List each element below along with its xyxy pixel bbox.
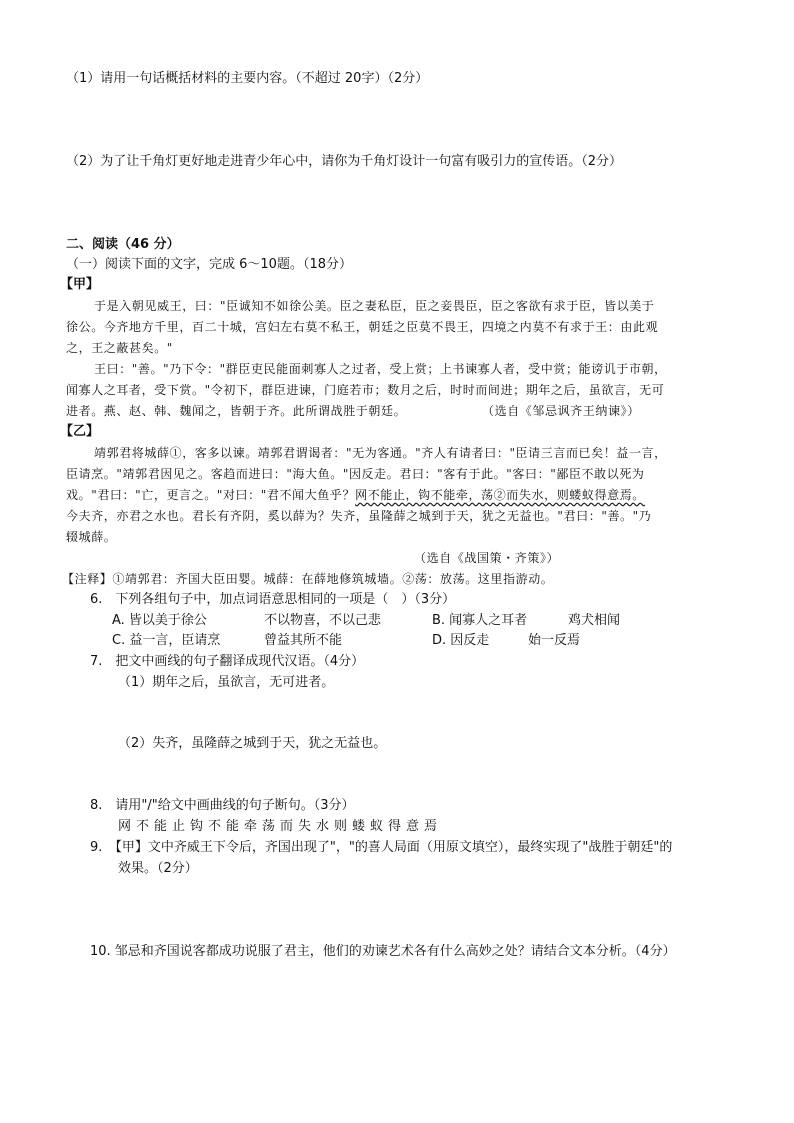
- passage-yi-source: （选自《战国策・齐策》）: [414, 551, 560, 565]
- passage-yi-line: [66, 486, 645, 504]
- q7-sub1: （1）期年之后，虽欲言，无可进者。: [118, 675, 335, 690]
- passage-yi-line: 臣请烹。"靖郭君因见之。客趋而进曰："海大鱼。"因反走。君曰："客有于此。"客曰："鄙臣不敢以死为: [66, 467, 645, 481]
- passage-jia-label: 【甲】: [60, 277, 100, 292]
- q7-sub2: （2）失齐，虽隆薛之城到于天，犹之无益也。: [118, 736, 387, 751]
- passage-jia-line: 王曰："善。"乃下令："群臣吏民能面刺寡人之过者，受上赏；上书谏寡人者，受中赏；能谤讥于市朝，: [94, 362, 667, 376]
- passage-yi-text: 戏。"君曰："亡，更言之。"对曰："君不闻大鱼乎？: [66, 488, 356, 502]
- passage-yi-line: 今夫齐，亦君之水也。君长有齐阴，奚以薛为？失齐，虽隆薛之城到于天，犹之无益也。"君曰："善。"乃: [66, 509, 652, 523]
- passage-jia-line: 之，王之蔽甚矣。": [66, 341, 173, 355]
- passage-jia-source: （选自《邹忌讽齐王纳谏》）: [482, 404, 640, 418]
- q9-stem: 9. 【甲】文中齐威王下令后，齐国出现了"，"的喜人局面（用原文填空），最终实现了"战胜于朝廷"的: [90, 840, 673, 855]
- q6-option-c-compare: 曾益其所不能: [264, 633, 343, 648]
- passage-jia-line: 于是入朝见威王，曰："臣诚知不如徐公美。臣之妻私臣，臣之妾畏臣，臣之客欲有求于臣，皆以美于: [94, 299, 655, 313]
- q6-option-d: D. 因反走: [432, 633, 490, 648]
- passage-yi-line: 靖郭君将城薛①，客多以谏。靖郭君谓谒者："无为客通。"齐人有请者曰："臣请三言而已矣！益一言，: [94, 446, 667, 460]
- wavy-underlined-sentence: 网不能止，钩不能牵，荡②而失水，则蝼蚁得意焉。: [355, 488, 645, 502]
- q6-option-d-compare: 始一反焉: [528, 633, 581, 648]
- q6-option-b-compare: 鸡犬相闻: [568, 613, 621, 628]
- q5-sub2: （2）为了让千角灯更好地走进青少年心中，请你为千角灯设计一句富有吸引力的宣传语。（2分）: [66, 154, 623, 169]
- section-intro: （一）阅读下面的文字，完成 6～10题。（18分）: [66, 257, 352, 272]
- q6-stem: 6. 下列各组句子中，加点词语意思相同的一项是（ ）（3分）: [90, 592, 456, 607]
- q6-option-a-compare: 不以物喜，不以己悲: [264, 613, 382, 628]
- q10-stem: 10. 邹忌和齐国说客都成功说服了君主，他们的劝谏艺术各有什么高妙之处？请结合文本分析。（4分）: [90, 944, 676, 959]
- passage-jia-line: 徐公。今齐地方千里，百二十城，宫妇左右莫不私王，朝廷之臣莫不畏王，四境之内莫不有求于王：由此观: [66, 320, 659, 334]
- q6-option-a: A. 皆以美于徐公: [112, 613, 207, 628]
- section-title: 二、阅读（46 分）: [66, 237, 180, 252]
- q7-stem: 7. 把文中画线的句子翻译成现代汉语。（4分）: [90, 654, 365, 669]
- passage-yi-label: 【乙】: [60, 424, 100, 439]
- annotation-note: 【注释】①靖郭君：齐国大臣田婴。城薛：在薛地修筑城墙。②荡：放荡。这里指游动。: [62, 572, 554, 586]
- q8-sentence: 网不能止钩不能牵荡而失水则蝼蚁得意焉: [118, 819, 443, 834]
- passage-jia-line: 进者。燕、赵、韩、魏闻之，皆朝于齐。此所谓战胜于朝廷。: [66, 404, 407, 418]
- passage-yi-line: 辍城薛。: [66, 530, 117, 544]
- q5-sub1: （1）请用一句话概括材料的主要内容。（不超过 20字）（2分）: [66, 71, 429, 86]
- passage-jia-line: 闻寡人之耳者，受下赏。"令初下，群臣进谏，门庭若市；数月之后，时时而间进；期年之后，虽欲言，无可: [66, 383, 665, 397]
- q6-option-b: B. 闻寡人之耳者: [432, 613, 528, 628]
- q6-option-c: C. 益一言，臣请烹: [112, 633, 221, 648]
- q9-stem-cont: 效果。（2分）: [118, 861, 198, 876]
- q8-stem: 8. 请用"/"给文中画曲线的句子断句。（3分）: [90, 798, 355, 813]
